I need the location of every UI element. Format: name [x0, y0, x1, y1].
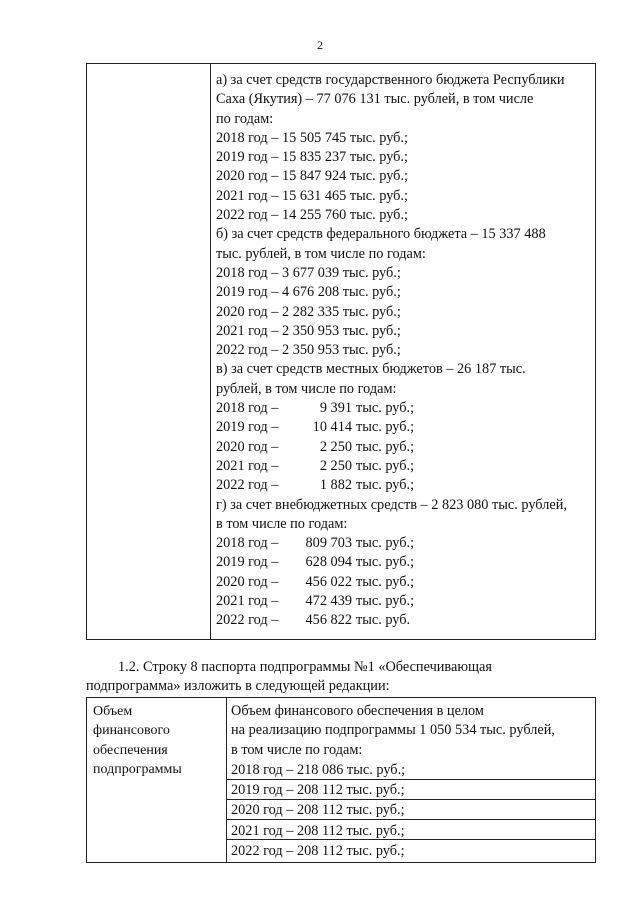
unit: тыс. руб.	[356, 612, 411, 629]
unit: тыс. руб.;	[356, 573, 415, 590]
year-label: 2020 год –	[216, 438, 279, 455]
year-line: 2022 год – 208 112 тыс. руб.;	[231, 843, 405, 860]
text-line: б) за счет средств федерального бюджета – 15 337 488	[216, 226, 546, 243]
unit: тыс. руб.;	[356, 593, 415, 610]
unit: тыс. руб.;	[356, 419, 415, 436]
text-line: в том числе по годам:	[231, 741, 363, 758]
year-line	[216, 553, 590, 572]
text-line: г) за счет внебюджетных средств – 2 823 080 тыс. рублей,	[216, 496, 567, 513]
year-line	[216, 592, 590, 611]
column-divider	[210, 64, 211, 639]
year-line: 2021 год – 15 631 465 тыс. руб.;	[216, 187, 408, 204]
funding-table-continued	[86, 63, 596, 640]
amount: 10 414	[312, 419, 352, 436]
subprogram-funding-text	[231, 702, 591, 861]
year-label: 2021 год –	[216, 593, 279, 610]
amendment-paragraph	[86, 658, 594, 696]
text-line: тыс. рублей, в том числе по годам:	[216, 245, 426, 262]
year-line: 2022 год – 2 350 953 тыс. руб.;	[216, 342, 401, 359]
amount: 1 882	[319, 477, 352, 494]
year-label: 2022 год –	[216, 477, 279, 494]
year-line: 2019 год – 15 835 237 тыс. руб.;	[216, 149, 408, 166]
paragraph-line-2: подпрограмма» изложить в следующей редакции:	[86, 678, 390, 694]
text-line: Объем финансового обеспечения в целом	[231, 703, 484, 719]
unit: тыс. руб.;	[356, 535, 415, 552]
amount: 9 391	[319, 400, 352, 417]
year-line	[216, 476, 590, 495]
year-label: 2019 год –	[216, 419, 279, 436]
text-line: рублей, в том числе по годам:	[216, 380, 397, 397]
year-line	[216, 399, 590, 418]
paragraph-line-1: 1.2. Строку 8 паспорта подпрограммы №1 «Обеспечивающая	[118, 659, 492, 675]
year-line	[216, 534, 590, 553]
year-line: 2020 год – 208 112 тыс. руб.;	[231, 802, 405, 819]
header-line: подпрограммы	[93, 761, 182, 777]
text-line: Саха (Якутия) – 77 076 131 тыс. рублей, в том числе	[216, 91, 534, 108]
year-line: 2018 год – 3 677 039 тыс. руб.;	[216, 264, 401, 281]
amount: 809 703	[305, 535, 352, 552]
page-number: 2	[317, 38, 323, 52]
text-line: в том числе по годам:	[216, 515, 348, 532]
text-line: по годам:	[216, 110, 274, 127]
column-divider	[226, 698, 227, 862]
year-line: 2018 год – 15 505 745 тыс. руб.;	[216, 129, 408, 146]
year-line: 2022 год – 14 255 760 тыс. руб.;	[216, 207, 408, 224]
header-line: финансового	[93, 723, 170, 739]
text-line: на реализацию подпрограммы 1 050 534 тыс. рублей,	[231, 722, 555, 739]
header-line: Объем	[93, 704, 133, 719]
year-line: 2021 год – 208 112 тыс. руб.;	[231, 822, 405, 839]
year-label: 2018 год –	[216, 400, 279, 417]
year-label: 2020 год –	[216, 573, 279, 590]
year-line	[216, 611, 590, 630]
row-header	[93, 702, 182, 779]
amount: 628 094	[305, 554, 352, 571]
unit: тыс. руб.;	[356, 400, 415, 417]
year-line	[216, 573, 590, 592]
year-line	[216, 457, 590, 476]
amount: 472 439	[305, 593, 352, 610]
unit: тыс. руб.;	[356, 438, 415, 455]
amount: 2 250	[319, 457, 352, 474]
line-a-1: а) за счет средств государственного бюджета Республики	[216, 72, 565, 88]
unit: тыс. руб.;	[356, 457, 415, 474]
amount: 456 022	[305, 573, 352, 590]
year-line	[216, 418, 590, 437]
year-line: 2019 год – 4 676 208 тыс. руб.;	[216, 284, 401, 301]
text-line	[216, 71, 590, 90]
year-label: 2019 год –	[216, 554, 279, 571]
year-line: 2020 год – 15 847 924 тыс. руб.;	[216, 168, 408, 185]
year-line: 2021 год – 2 350 953 тыс. руб.;	[216, 322, 401, 339]
year-label: 2021 год –	[216, 457, 279, 474]
year-line	[216, 438, 590, 457]
year-label: 2018 год –	[216, 535, 279, 552]
funding-text	[216, 71, 590, 631]
year-label: 2022 год –	[216, 612, 279, 629]
year-line: 2019 год – 208 112 тыс. руб.;	[231, 782, 405, 799]
header-line: обеспечения	[93, 742, 168, 758]
unit: тыс. руб.;	[356, 554, 415, 571]
unit: тыс. руб.;	[356, 477, 415, 494]
subprogram-funding-table	[86, 697, 596, 863]
year-line: 2020 год – 2 282 335 тыс. руб.;	[216, 303, 401, 320]
amount: 456 822	[305, 612, 352, 629]
text-line: в) за счет средств местных бюджетов – 26 187 тыс.	[216, 361, 526, 378]
year-line: 2018 год – 218 086 тыс. руб.;	[231, 761, 406, 778]
amount: 2 250	[319, 438, 352, 455]
